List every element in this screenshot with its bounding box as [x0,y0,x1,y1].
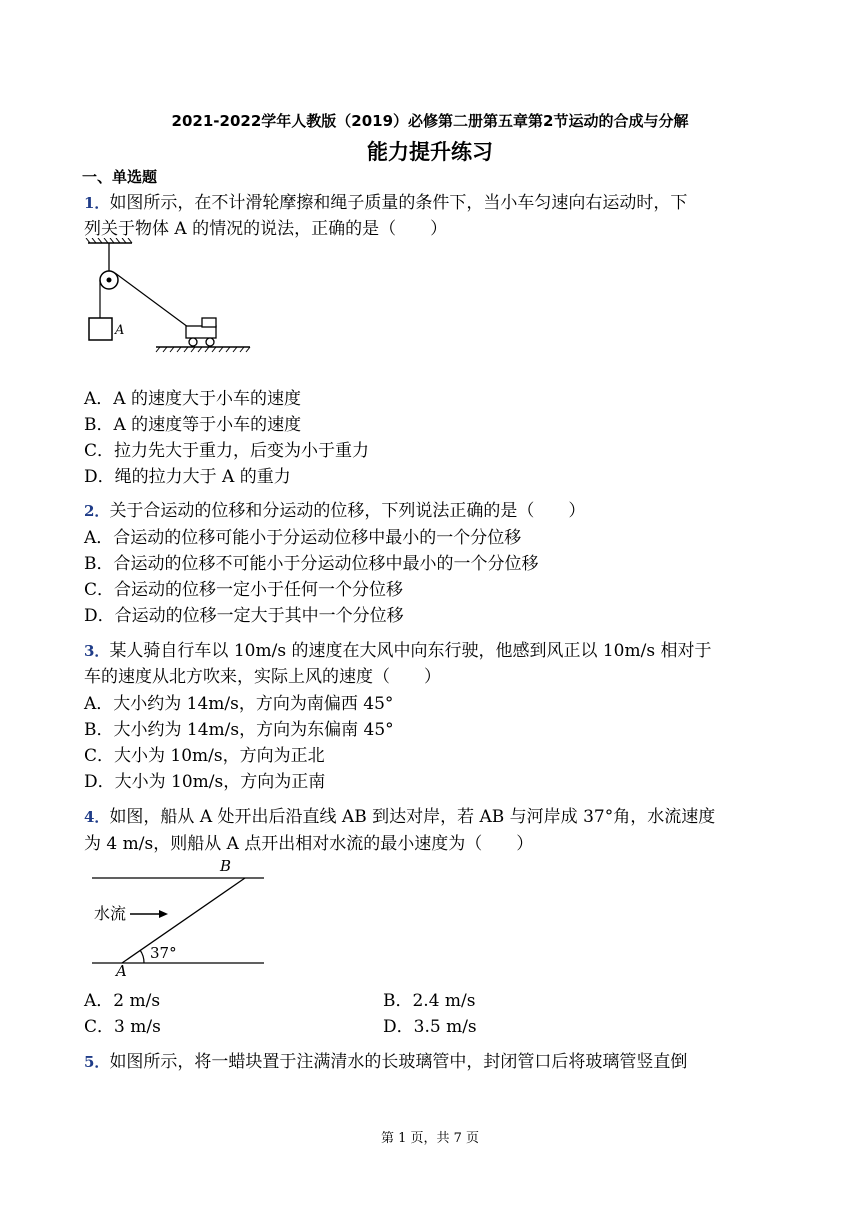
q1-text-2: 列关于物体 A 的情况的说法，正确的是（ ） [84,219,448,239]
document-title: 2021-2022学年人教版（2019）必修第二册第五章第2节运动的合成与分解 [171,112,689,130]
q5-text-1: 如图所示，将一蜡块置于注满清水的长玻璃管中，封闭管口后将玻璃管竖直倒 [109,1052,688,1072]
q4-figure-flow-label: 水流 [94,904,127,923]
q2-line1 [84,496,585,521]
q2-number: 2． [84,502,110,520]
page-footer: 第 1 页，共 7 页 [380,1131,480,1146]
q4-river-figure [82,852,272,980]
q4-number: 4． [84,808,110,826]
q4-option-c: C．3 m/s [84,1017,161,1037]
q4-text-1: 如图，船从 A 处开出后沿直线 AB 到达对岸，若 AB 与河岸成 37°角，水流速度 [109,807,716,827]
q1-pulley-figure [82,238,254,358]
q2-option-b: B．合运动的位移不可能小于分运动位移中最小的一个分位移 [84,554,539,574]
q5-number: 5． [84,1053,110,1071]
q2-text-1: 关于合运动的位移和分运动的位移，下列说法正确的是（ ） [109,501,586,521]
q1-option-d: D．绳的拉力大于 A 的重力 [84,467,291,487]
q1-option-a: A．A 的速度大于小车的速度 [84,389,301,409]
q3-option-b: B．大小约为 14m/s，方向为东偏南 45° [84,720,394,740]
q1-option-b: B．A 的速度等于小车的速度 [84,415,302,435]
q2-option-d: D．合运动的位移一定大于其中一个分位移 [84,606,404,626]
q4-figure-label-a: A [116,962,127,980]
q3-line1 [84,636,711,661]
q1-line1 [84,188,687,213]
q2-option-a: A．合运动的位移可能小于分运动位移中最小的一个分位移 [84,528,522,548]
q4-text-2: 为 4 m/s，则船从 A 点开出相对水流的最小速度为（ ） [84,834,534,854]
q1-option-c: C．拉力先大于重力，后变为小于重力 [84,441,370,461]
q3-text-2: 车的速度从北方吹来，实际上风的速度（ ） [84,667,441,687]
q4-figure-angle: 37° [150,944,177,962]
q4-option-a: A．2 m/s [84,991,161,1011]
q4-option-d: D．3.5 m/s [383,1017,477,1037]
q4-line1 [84,802,715,827]
q3-number: 3． [84,642,110,660]
q1-number: 1． [84,194,110,212]
q2-option-c: C．合运动的位移一定小于任何一个分位移 [84,580,404,600]
q4-option-b: B．2.4 m/s [383,991,476,1011]
q3-option-c: C．大小为 10m/s，方向为正北 [84,746,325,766]
q5-line1 [84,1047,687,1072]
q1-text-1: 如图所示，在不计滑轮摩擦和绳子质量的条件下，当小车匀速向右运动时，下 [109,193,688,213]
q1-figure-label-a: A [115,323,125,338]
q3-text-1: 某人骑自行车以 10m/s 的速度在大风中向东行驶，他感到风正以 10m/s 相对于 [109,641,712,661]
q4-figure-label-b: B [220,857,232,875]
q3-option-a: A．大小约为 14m/s，方向为南偏西 45° [84,694,394,714]
section-heading: 一、单选题 [82,168,158,186]
document-subtitle: 能力提升练习 [367,140,493,164]
q3-option-d: D．大小为 10m/s，方向为正南 [84,772,326,792]
